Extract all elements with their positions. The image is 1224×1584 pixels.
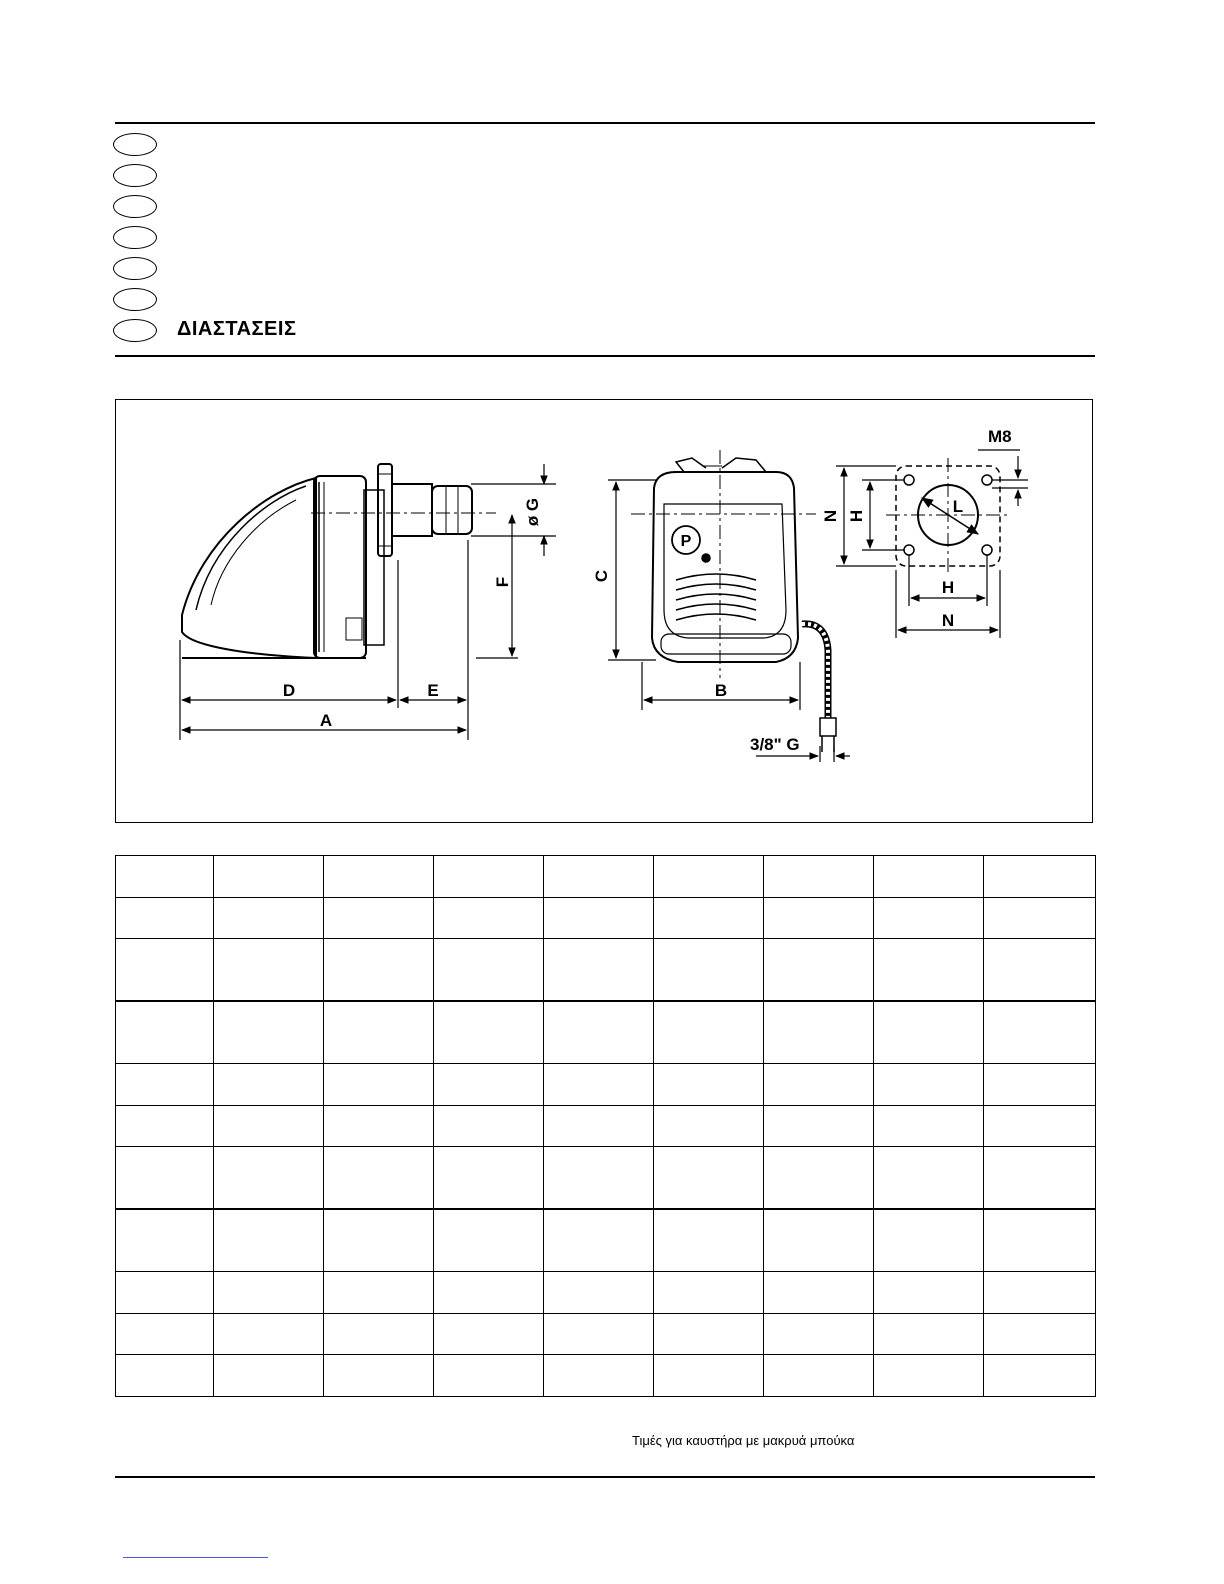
table-row — [116, 1105, 1096, 1147]
table-cell — [874, 1147, 984, 1209]
table-cell — [984, 1147, 1096, 1209]
table-cell — [116, 939, 214, 1001]
table-footnote: Τιμές για καυστήρα με μακρυά μπούκα — [632, 1433, 855, 1448]
table-cell — [544, 856, 654, 898]
table-cell — [324, 1001, 434, 1063]
table-cell — [764, 1272, 874, 1314]
table-cell — [324, 939, 434, 1001]
table-cell — [324, 1147, 434, 1209]
svg-text:P: P — [680, 533, 692, 550]
table-cell — [544, 1001, 654, 1063]
table-cell — [764, 897, 874, 939]
burner-drawing-svg — [116, 400, 1094, 824]
table-cell — [654, 1064, 764, 1106]
table-cell — [764, 1355, 874, 1397]
table-cell — [214, 1147, 324, 1209]
table-cell — [764, 1313, 874, 1355]
table-cell — [874, 1272, 984, 1314]
table-cell — [544, 1147, 654, 1209]
top-rule — [115, 122, 1095, 124]
language-marker-oval — [113, 288, 157, 311]
table-cell — [434, 856, 544, 898]
table-cell — [214, 1209, 324, 1271]
table-cell — [324, 1105, 434, 1147]
dimension-label-b: B — [714, 681, 728, 700]
table-cell — [324, 897, 434, 939]
footer-rule — [115, 1476, 1095, 1478]
table-cell — [214, 1064, 324, 1106]
table-cell — [764, 1147, 874, 1209]
table-cell — [874, 1355, 984, 1397]
table-cell — [764, 1001, 874, 1063]
dimension-drawing — [115, 399, 1093, 823]
table-cell — [116, 1147, 214, 1209]
table-row — [116, 1272, 1096, 1314]
burner-front-view — [631, 450, 836, 752]
table-cell — [874, 856, 984, 898]
table-cell — [874, 1001, 984, 1063]
table-cell — [544, 1064, 654, 1106]
table-cell — [434, 1001, 544, 1063]
language-marker-oval — [113, 319, 157, 342]
table-cell — [764, 1064, 874, 1106]
table-cell — [116, 1355, 214, 1397]
table-cell — [654, 1313, 764, 1355]
table-cell — [654, 1272, 764, 1314]
table-cell — [874, 1105, 984, 1147]
language-marker-oval — [113, 164, 157, 187]
dimension-label-h-vertical: H — [847, 509, 866, 523]
table-cell — [544, 939, 654, 1001]
table-cell — [764, 856, 874, 898]
table-cell — [984, 939, 1096, 1001]
table-cell — [214, 1313, 324, 1355]
table-cell — [984, 1001, 1096, 1063]
table-cell — [874, 897, 984, 939]
table-cell — [654, 897, 764, 939]
table-row — [116, 1064, 1096, 1106]
table-row — [116, 1313, 1096, 1355]
table-cell — [214, 856, 324, 898]
dimension-label-g: ø G — [523, 497, 542, 527]
table-cell — [764, 1105, 874, 1147]
table-cell — [984, 1064, 1096, 1106]
dimension-label-n: N — [941, 611, 955, 630]
table-cell — [116, 897, 214, 939]
table-cell — [874, 1209, 984, 1271]
dimension-label-a: A — [319, 711, 333, 730]
table-cell — [984, 1272, 1096, 1314]
table-cell — [984, 1355, 1096, 1397]
table-cell — [764, 1209, 874, 1271]
table-cell — [654, 1209, 764, 1271]
table-cell — [654, 939, 764, 1001]
burner-side-view — [182, 464, 496, 658]
dimension-label-fuel-connection: 3/8" G — [750, 735, 800, 754]
table-cell — [764, 939, 874, 1001]
table-row — [116, 1147, 1096, 1209]
dimension-label-h: H — [941, 578, 955, 597]
table-cell — [654, 1001, 764, 1063]
table-cell — [434, 1209, 544, 1271]
table-cell — [654, 856, 764, 898]
table-cell — [214, 897, 324, 939]
table-cell — [434, 1105, 544, 1147]
table-cell — [434, 1064, 544, 1106]
table-cell — [324, 856, 434, 898]
dimension-label-d: D — [282, 681, 296, 700]
language-marker-oval — [113, 133, 157, 156]
table-cell — [116, 1272, 214, 1314]
table-cell — [874, 1064, 984, 1106]
table-cell — [874, 939, 984, 1001]
table-cell — [116, 1064, 214, 1106]
table-cell — [874, 1313, 984, 1355]
dimension-label-m8: M8 — [988, 427, 1012, 446]
table-cell — [324, 1209, 434, 1271]
table-cell — [434, 897, 544, 939]
footer-link-underline[interactable] — [123, 1557, 268, 1558]
table-cell — [984, 897, 1096, 939]
language-marker-oval — [113, 226, 157, 249]
table-cell — [116, 1209, 214, 1271]
section-heading: ΔΙΑΣΤΑΣΕΙΣ — [177, 318, 297, 340]
table-cell — [214, 1272, 324, 1314]
table-cell — [324, 1064, 434, 1106]
table-cell — [116, 1313, 214, 1355]
table-cell — [654, 1355, 764, 1397]
table-row — [116, 1001, 1096, 1063]
table-cell — [214, 1001, 324, 1063]
table-cell — [324, 1313, 434, 1355]
table-cell — [984, 1105, 1096, 1147]
table-cell — [434, 1147, 544, 1209]
table-cell — [214, 939, 324, 1001]
flange-dimensions — [836, 450, 1028, 638]
table-row — [116, 1355, 1096, 1397]
table-cell — [214, 1355, 324, 1397]
dimensions-table — [115, 855, 1096, 1397]
dimension-label-f: F — [493, 576, 512, 588]
table-cell — [984, 1209, 1096, 1271]
table-cell — [214, 1105, 324, 1147]
dimension-label-n-vertical: N — [821, 509, 840, 523]
table-cell — [434, 939, 544, 1001]
table-cell — [324, 1355, 434, 1397]
table-row — [116, 939, 1096, 1001]
mounting-flange-view — [886, 458, 1010, 576]
table-cell — [544, 1355, 654, 1397]
table-row — [116, 856, 1096, 898]
table-cell — [984, 1313, 1096, 1355]
table-cell — [654, 1147, 764, 1209]
language-marker-oval — [113, 195, 157, 218]
table-cell — [434, 1272, 544, 1314]
table-cell — [544, 1272, 654, 1314]
header-bottom-rule — [115, 355, 1095, 357]
table-row — [116, 897, 1096, 939]
table-cell — [116, 1001, 214, 1063]
table-cell — [984, 856, 1096, 898]
language-marker-oval — [113, 257, 157, 280]
dimension-label-l: L — [952, 497, 964, 516]
table-cell — [116, 856, 214, 898]
table-cell — [324, 1272, 434, 1314]
table-cell — [544, 897, 654, 939]
dimension-label-e: E — [427, 681, 439, 700]
table-cell — [116, 1105, 214, 1147]
table-row — [116, 1209, 1096, 1271]
table-cell — [544, 1105, 654, 1147]
table-cell — [434, 1313, 544, 1355]
table-cell — [544, 1209, 654, 1271]
dimension-label-c: C — [592, 569, 611, 583]
table-cell — [434, 1355, 544, 1397]
table-cell — [544, 1313, 654, 1355]
table-cell — [654, 1105, 764, 1147]
